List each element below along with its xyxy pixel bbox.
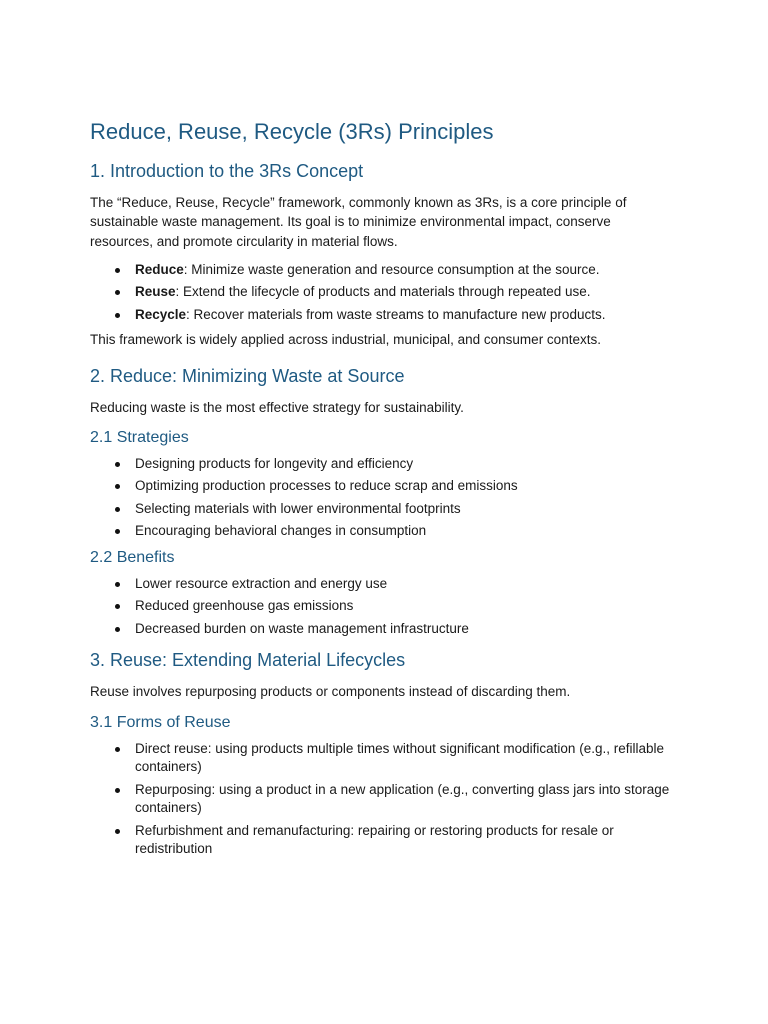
document-title: Reduce, Reuse, Recycle (3Rs) Principles bbox=[90, 119, 494, 144]
section-2-heading: 2. Reduce: Minimizing Waste at Source bbox=[90, 365, 405, 386]
subsection-3-1-heading: 3.1 Forms of Reuse bbox=[90, 713, 231, 731]
list-item: Encouraging behavioral changes in consumption bbox=[135, 522, 676, 541]
section-2-intro: Reducing waste is the most effective strategy for sustainability. bbox=[90, 399, 464, 415]
subsection-3-1-list bbox=[90, 740, 676, 859]
section-1-intro: The “Reduce, Reuse, Recycle” framework, commonly known as 3Rs, is a core principle of sustainable waste management. Its goal is to minimize environmental impact, conserve resources, and promote circularity in material flows. bbox=[90, 195, 627, 249]
list-item: Repurposing: using a product in a new application (e.g., converting glass jars into storage containers) bbox=[135, 781, 676, 818]
subsection-2-1-list bbox=[90, 455, 676, 541]
section-3-intro: Reuse involves repurposing products or components instead of discarding them. bbox=[90, 684, 571, 700]
list-item: Direct reuse: using products multiple times without significant modification (e.g., refillable containers) bbox=[135, 740, 676, 777]
list-item-text: : Recover materials from waste streams to manufacture new products. bbox=[186, 306, 606, 322]
list-item: Refurbishment and remanufacturing: repairing or restoring products for resale or redistribution bbox=[135, 822, 676, 859]
section-1-list bbox=[90, 261, 676, 325]
list-item bbox=[135, 306, 676, 325]
list-item: Reduced greenhouse gas emissions bbox=[135, 597, 676, 616]
list-item-text: : Extend the lifecycle of products and materials through repeated use. bbox=[175, 284, 591, 300]
list-item: Selecting materials with lower environmental footprints bbox=[135, 500, 676, 519]
list-item-term: Reduce bbox=[135, 261, 184, 277]
section-1-heading: 1. Introduction to the 3Rs Concept bbox=[90, 161, 364, 181]
list-item: Designing products for longevity and efficiency bbox=[135, 455, 676, 474]
list-item: Lower resource extraction and energy use bbox=[135, 575, 676, 594]
subsection-2-1-heading: 2.1 Strategies bbox=[90, 428, 189, 446]
subsection-2-2-list bbox=[90, 575, 676, 639]
list-item bbox=[135, 261, 676, 280]
subsection-2-2-heading: 2.2 Benefits bbox=[90, 548, 175, 566]
section-3-heading: 3. Reuse: Extending Material Lifecycles bbox=[90, 650, 406, 671]
list-item bbox=[135, 283, 676, 302]
list-item-text: : Minimize waste generation and resource consumption at the source. bbox=[183, 261, 600, 277]
list-item: Decreased burden on waste management infrastructure bbox=[135, 620, 676, 639]
section-1-closing: This framework is widely applied across industrial, municipal, and consumer contexts. bbox=[90, 332, 601, 348]
list-item-term: Reuse bbox=[135, 284, 176, 300]
list-item: Optimizing production processes to reduce scrap and emissions bbox=[135, 477, 676, 496]
list-item-term: Recycle bbox=[135, 306, 187, 322]
